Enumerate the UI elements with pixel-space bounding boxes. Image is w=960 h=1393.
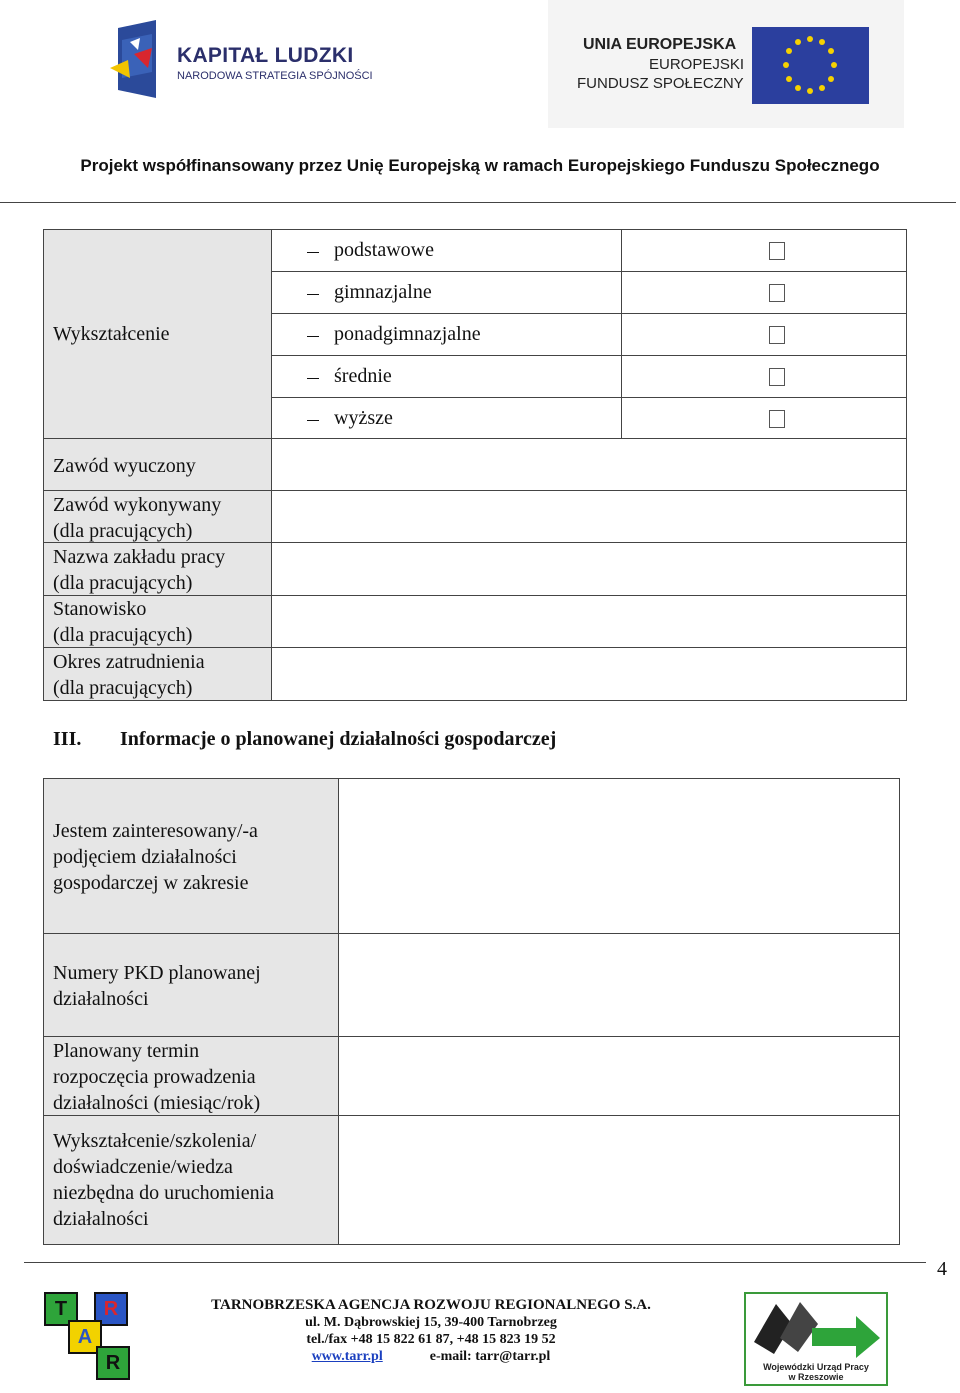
employer-name-label: Nazwa zakładu pracy: [53, 546, 226, 568]
start-date-label-3: działalności (miesiąc/rok): [53, 1092, 261, 1114]
education-checkbox-cell: [621, 313, 907, 356]
eu-title: UNIA EUROPEJSKA: [583, 36, 737, 53]
dash-icon: [307, 378, 319, 379]
qualifications-label-2: doświadczenie/wiedza: [53, 1156, 233, 1178]
learned-profession-field[interactable]: [271, 438, 907, 491]
education-checkbox-cell: [621, 271, 907, 314]
qualifications-field[interactable]: [338, 1115, 900, 1245]
start-date-field[interactable]: [338, 1036, 900, 1116]
eu-subtitle-1: EUROPEJSKI: [649, 56, 745, 73]
dash-icon: [307, 420, 319, 421]
wup-emblem-icon: [746, 1294, 886, 1358]
education-option-cell: [271, 229, 622, 272]
tarr-letter: R: [94, 1292, 128, 1326]
education-checkbox-secondary[interactable]: [769, 368, 785, 386]
education-option-cell: [271, 355, 622, 398]
footer-website-link[interactable]: www.tarr.pl: [311, 1349, 383, 1364]
tarr-letter: T: [44, 1292, 78, 1326]
qualifications-label-1: Wykształcenie/szkolenia/: [53, 1130, 257, 1152]
start-date-label-2: rozpoczęcia prowadzenia: [53, 1066, 256, 1088]
footer-org-name: TARNOBRZESKA AGENCJA ROZWOJU REGIONALNEGO S.A.: [211, 1297, 651, 1313]
dash-icon: [307, 252, 319, 253]
start-date-label-1: Planowany termin: [53, 1040, 200, 1062]
education-option-higher: wyższe: [334, 407, 393, 429]
current-profession-note: (dla pracujących): [53, 520, 193, 542]
position-field[interactable]: [271, 595, 907, 648]
education-checkbox-basic[interactable]: [769, 242, 785, 260]
current-profession-field[interactable]: [271, 490, 907, 543]
education-option-basic: podstawowe: [334, 239, 434, 261]
footer-contact: [210, 1349, 652, 1365]
position-label: Stanowisko: [53, 598, 147, 620]
learned-profession-label: Zawód wyuczony: [53, 455, 196, 477]
qualifications-label-3: niezbędna do uruchomienia: [53, 1182, 275, 1204]
tarr-letter: A: [68, 1320, 102, 1354]
education-option-gymnasium: gimnazjalne: [334, 281, 432, 303]
employer-name-note: (dla pracujących): [53, 572, 193, 594]
section-number: III.: [53, 728, 82, 750]
pkd-numbers-label-2: działalności: [53, 988, 149, 1010]
wup-caption-line-2: w Rzeszowie: [788, 1372, 844, 1382]
business-scope-label-2: podjęciem działalności: [53, 846, 237, 868]
employment-period-field[interactable]: [271, 647, 907, 701]
dash-icon: [307, 336, 319, 337]
pkd-numbers-label-1: Numery PKD planowanej: [53, 962, 261, 984]
project-cofinancing-line: Projekt współfinansowany przez Unię Europejską w ramach Europejskiego Funduszu Społecznego: [80, 156, 880, 175]
kapital-ludzki-subtitle: NARODOWA STRATEGIA SPÓJNOŚCI: [177, 70, 373, 82]
footer-address: ul. M. Dąbrowskiej 15, 39-400 Tarnobrzeg: [305, 1315, 557, 1330]
footer-phone: tel./fax +48 15 822 61 87, +48 15 823 19 52: [306, 1332, 556, 1347]
section-title: Informacje o planowanej działalności gospodarczej: [120, 728, 557, 750]
business-scope-label-3: gospodarczej w zakresie: [53, 872, 249, 894]
eu-flag-icon: [752, 27, 869, 104]
eu-subtitle-2: FUNDUSZ SPOŁECZNY: [577, 75, 744, 92]
education-checkbox-cell: [621, 397, 907, 439]
employer-name-field[interactable]: [271, 542, 907, 596]
education-option-secondary: średnie: [334, 365, 392, 387]
dash-icon: [307, 294, 319, 295]
business-scope-field[interactable]: [338, 778, 900, 934]
education-checkbox-cell: [621, 229, 907, 272]
tarr-logo: [44, 1290, 140, 1382]
education-option-cell: [271, 397, 622, 439]
header-divider: [0, 202, 956, 203]
education-checkbox-cell: [621, 355, 907, 398]
wup-caption: [746, 1362, 886, 1382]
employment-period-label: Okres zatrudnienia: [53, 651, 205, 673]
business-scope-label-1: Jestem zainteresowany/-a: [53, 820, 258, 842]
current-profession-label: Zawód wykonywany: [53, 494, 222, 516]
footer-divider: [24, 1262, 926, 1263]
employment-period-note: (dla pracujących): [53, 677, 193, 699]
kapital-ludzki-emblem-icon: [108, 20, 178, 102]
education-option-cell: [271, 271, 622, 314]
education-checkbox-post-gymnasium[interactable]: [769, 326, 785, 344]
kapital-ludzki-title: KAPITAŁ LUDZKI: [177, 44, 354, 67]
tarr-letter: R: [96, 1346, 130, 1380]
wup-caption-line-1: Wojewódzki Urząd Pracy: [763, 1362, 869, 1372]
education-label: Wykształcenie: [53, 323, 170, 345]
education-checkbox-higher[interactable]: [769, 410, 785, 428]
page-number: 4: [937, 1258, 947, 1280]
qualifications-label-4: działalności: [53, 1208, 149, 1230]
position-note: (dla pracujących): [53, 624, 193, 646]
pkd-numbers-field[interactable]: [338, 933, 900, 1037]
footer-email: e-mail: tarr@tarr.pl: [429, 1349, 551, 1364]
education-option-post-gymnasium: ponadgimnazjalne: [334, 323, 481, 345]
education-checkbox-gymnasium[interactable]: [769, 284, 785, 302]
